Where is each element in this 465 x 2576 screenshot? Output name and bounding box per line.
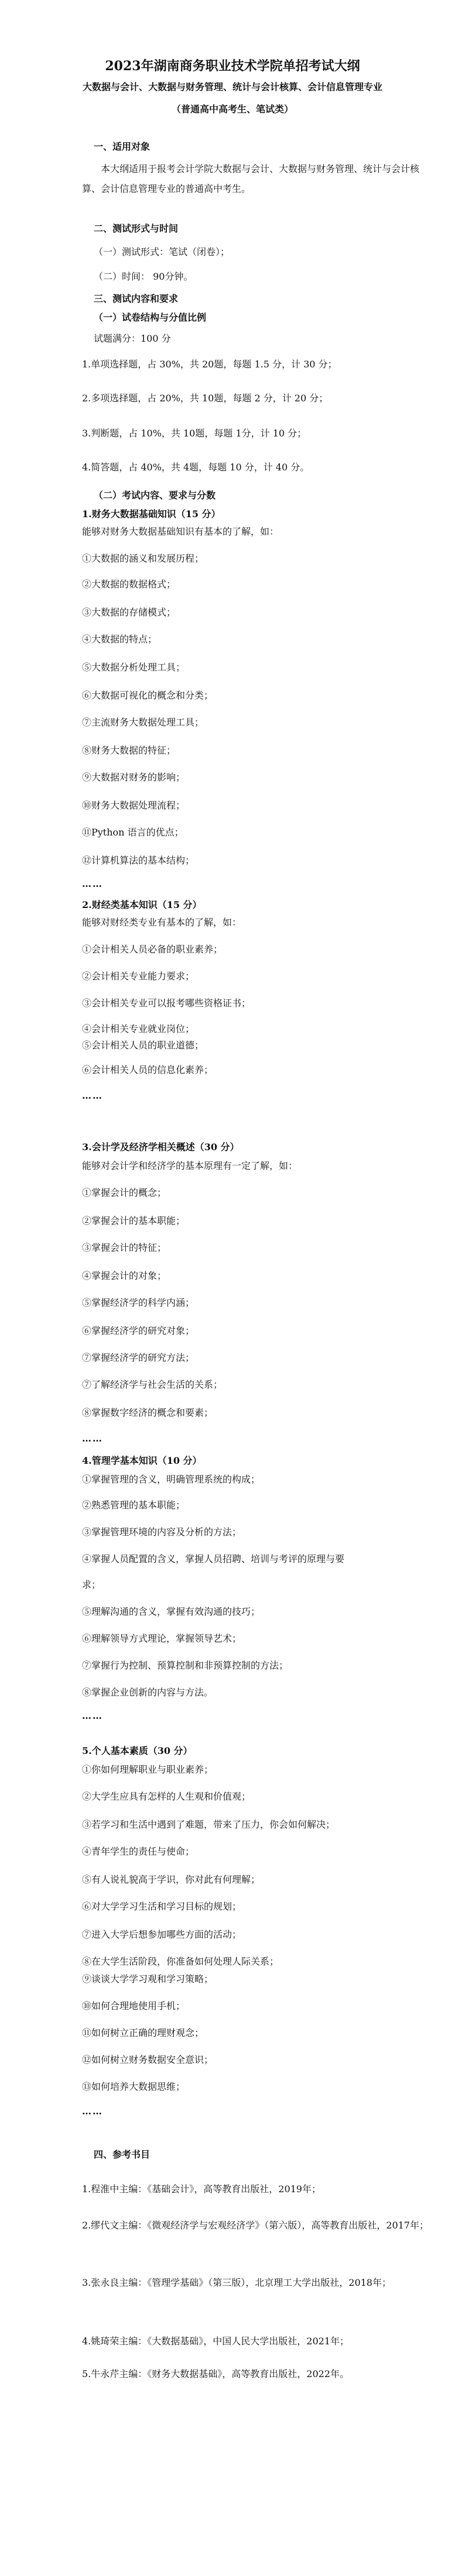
list-item: ⑤会计相关人员的职业道德；: [82, 1040, 204, 1051]
score-total: 试题满分：100 分: [94, 333, 171, 344]
section-heading: 四、参考书目: [94, 2149, 151, 2160]
list-item: ⑪如何树立正确的理财观念；: [82, 2027, 204, 2038]
list-item: ④掌握会计的对象；: [82, 1270, 167, 1281]
list-item: ④大数据的特点；: [82, 634, 158, 645]
list-item: ②掌握会计的基本职能；: [82, 1215, 186, 1226]
list-item: ⑦了解经济学与社会生活的关系；: [82, 1379, 223, 1390]
list-item: ⑥对大学学习生活和学习目标的规划；: [82, 1901, 242, 1912]
list-item: ④会计相关专业就业岗位；: [82, 1023, 195, 1034]
list-item: ③会计相关专业可以报考哪些资格证书；: [82, 998, 251, 1009]
list-item: ⑤有人说礼貌高于学识，你对此有何理解；: [82, 1874, 261, 1885]
ellipsis: ……: [82, 2106, 103, 2117]
list-item: ③掌握会计的特征；: [82, 1242, 167, 1253]
part-heading: 5.个人基本素质（30 分）: [82, 1745, 193, 1756]
list-item: ⑤大数据分析处理工具；: [82, 662, 186, 673]
ellipsis: ……: [82, 878, 103, 889]
list-item: ⑦主流财务大数据处理工具；: [82, 717, 204, 728]
list-item: 3.判断题，占 10%，共 10题，每题 1分，计 10 分；: [82, 428, 307, 439]
document-title: 2023年湖南商务职业技术学院单招考试大纲: [105, 59, 360, 74]
list-item: ③若学习和生活中遇到了难题，带来了压力，你会如何解决；: [82, 1819, 336, 1830]
list-item: ②熟悉管理的基本职能；: [82, 1499, 186, 1511]
reference-item: 5.牛永芹主编：《财务大数据基础》，高等教育出版社，2022年。: [82, 2368, 349, 2379]
paragraph: 本大纲适用于报考会计学院大数据与会计、大数据与财务管理、统计与会计核算、会计信息管理专业的普通高中考生。: [82, 163, 420, 194]
list-item: ⑦掌握行为控制、预算控制和非预算控制的方法；: [82, 1660, 289, 1671]
subsection-heading: （一）试卷结构与分值比例: [94, 312, 207, 323]
ellipsis: ……: [82, 1433, 103, 1444]
list-item: ②大学生应具有怎样的人生观和价值观；: [82, 1791, 251, 1802]
list-item: ①掌握会计的概念；: [82, 1187, 167, 1198]
reference-item: 2.缪代文主编：《微观经济学与宏观经济学》（第六版），高等教育出版社，2017年；: [82, 2220, 429, 2231]
list-item: ⑫计算机算法的基本结构；: [82, 855, 195, 866]
list-item: ①大数据的涵义和发展历程；: [82, 553, 204, 564]
ellipsis: ……: [82, 1090, 103, 1101]
list-item: ①你如何理解职业与职业素养；: [82, 1764, 214, 1775]
list-item: （一）测试形式：笔试（闭卷）；: [94, 246, 230, 257]
list-item: ①掌握管理的含义，明确管理系统的构成；: [82, 1474, 261, 1485]
list-item: ⑤掌握经济学的科学内涵；: [82, 1297, 195, 1308]
list-item: ⑨谈谈大学学习观和学习策略；: [82, 1973, 214, 1985]
reference-item: 3.张永良主编：《管理学基础》（第三版），北京理工大学出版社，2018年；: [82, 2277, 391, 2288]
list-item: ⑩如何合理地使用手机；: [82, 2000, 186, 2011]
list-item: ④掌握人员配置的含义，掌握人员招聘、培训与考评的原理与要: [82, 1553, 345, 1564]
list-item: ⑥掌握经济学的研究对象；: [82, 1325, 195, 1336]
document-note: （普通高中高考生、笔试类）: [171, 104, 293, 115]
list-item: ⑥大数据可视化的概念和分类；: [82, 690, 214, 701]
list-item: ⑫如何树立财务数据安全意识；: [82, 2054, 214, 2065]
list-item: 1.单项选择题，占 30%，共 20题，每题 1.5 分，计 30 分；: [82, 359, 337, 370]
subsection-heading: （二）考试内容、要求与分数: [94, 490, 216, 501]
part-intro: 能够对会计学和经济学的基本原理有一定了解，如：: [82, 1160, 298, 1171]
list-item: ⑥理解领导方式理论，掌握领导艺术；: [82, 1633, 242, 1644]
list-item: ⑧财务大数据的特征；: [82, 745, 176, 756]
section-heading: 三、测试内容和要求: [94, 293, 179, 304]
section-heading: 二、测试形式与时间: [94, 223, 179, 234]
list-item-continued: 求；: [82, 1579, 101, 1590]
part-heading: 3.会计学及经济学相关概述（30 分）: [82, 1141, 240, 1153]
list-item: ③掌握管理环境的内容及分析的方法；: [82, 1526, 242, 1538]
part-heading: 2.财经类基本知识（15 分）: [82, 899, 202, 910]
section-heading: 一、适用对象: [94, 141, 151, 152]
list-item: ①会计相关人员必备的职业素养；: [82, 944, 223, 955]
list-item: ⑤理解沟通的含义，掌握有效沟通的技巧；: [82, 1606, 261, 1617]
list-item: （二）时间： 90分钟。: [94, 271, 193, 282]
list-item: ⑦掌握经济学的研究方法；: [82, 1352, 195, 1363]
part-intro: 能够对财经类专业有基本的了解，如：: [82, 917, 242, 928]
list-item: ⑧掌握数字经济的概念和要素；: [82, 1407, 214, 1418]
list-item: ④青年学生的责任与使命；: [82, 1846, 195, 1857]
list-item: ⑧掌握企业创新的内容与方法。: [82, 1687, 214, 1698]
ellipsis: ……: [82, 1710, 103, 1721]
list-item: 4.简答题，占 40%，共 4题，每题 10 分，计 40 分。: [82, 462, 310, 473]
list-item: ⑧在大学生活阶段，你准备如何处理人际关系；: [82, 1956, 279, 1967]
list-item: 2.多项选择题，占 20%，共 10题，每题 2 分，计 20 分；: [82, 393, 329, 404]
part-heading: 1.财务大数据基础知识（15 分）: [82, 508, 221, 520]
list-item: ②会计相关专业能力要求；: [82, 971, 195, 982]
reference-item: 1.程淮中主编：《基础会计》，高等教育出版社，2019年；: [82, 2183, 321, 2195]
list-item: ⑦进入大学后想参加哪些方面的活动；: [82, 1929, 242, 1940]
document-subtitle: 大数据与会计、大数据与财务管理、统计与会计核算、会计信息管理专业: [82, 81, 382, 92]
list-item: ③大数据的存储模式；: [82, 607, 176, 618]
part-intro: 能够对财务大数据基础知识有基本的了解，如：: [82, 526, 279, 537]
reference-item: 4.姚琦荣主编：《大数据基础》，中国人民大学出版社，2021年；: [82, 2336, 349, 2347]
part-heading: 4.管理学基本知识（10 分）: [82, 1455, 202, 1466]
list-item: ⑥会计相关人员的信息化素养；: [82, 1064, 214, 1075]
list-item: ⑩财务大数据处理流程；: [82, 800, 186, 811]
list-item: ⑬如何培养大数据思维；: [82, 2081, 186, 2092]
list-item: ⑨大数据对财务的影响；: [82, 772, 186, 783]
list-item: ②大数据的数据格式；: [82, 579, 176, 590]
list-item: ⑪Python 语言的优点；: [82, 827, 184, 838]
